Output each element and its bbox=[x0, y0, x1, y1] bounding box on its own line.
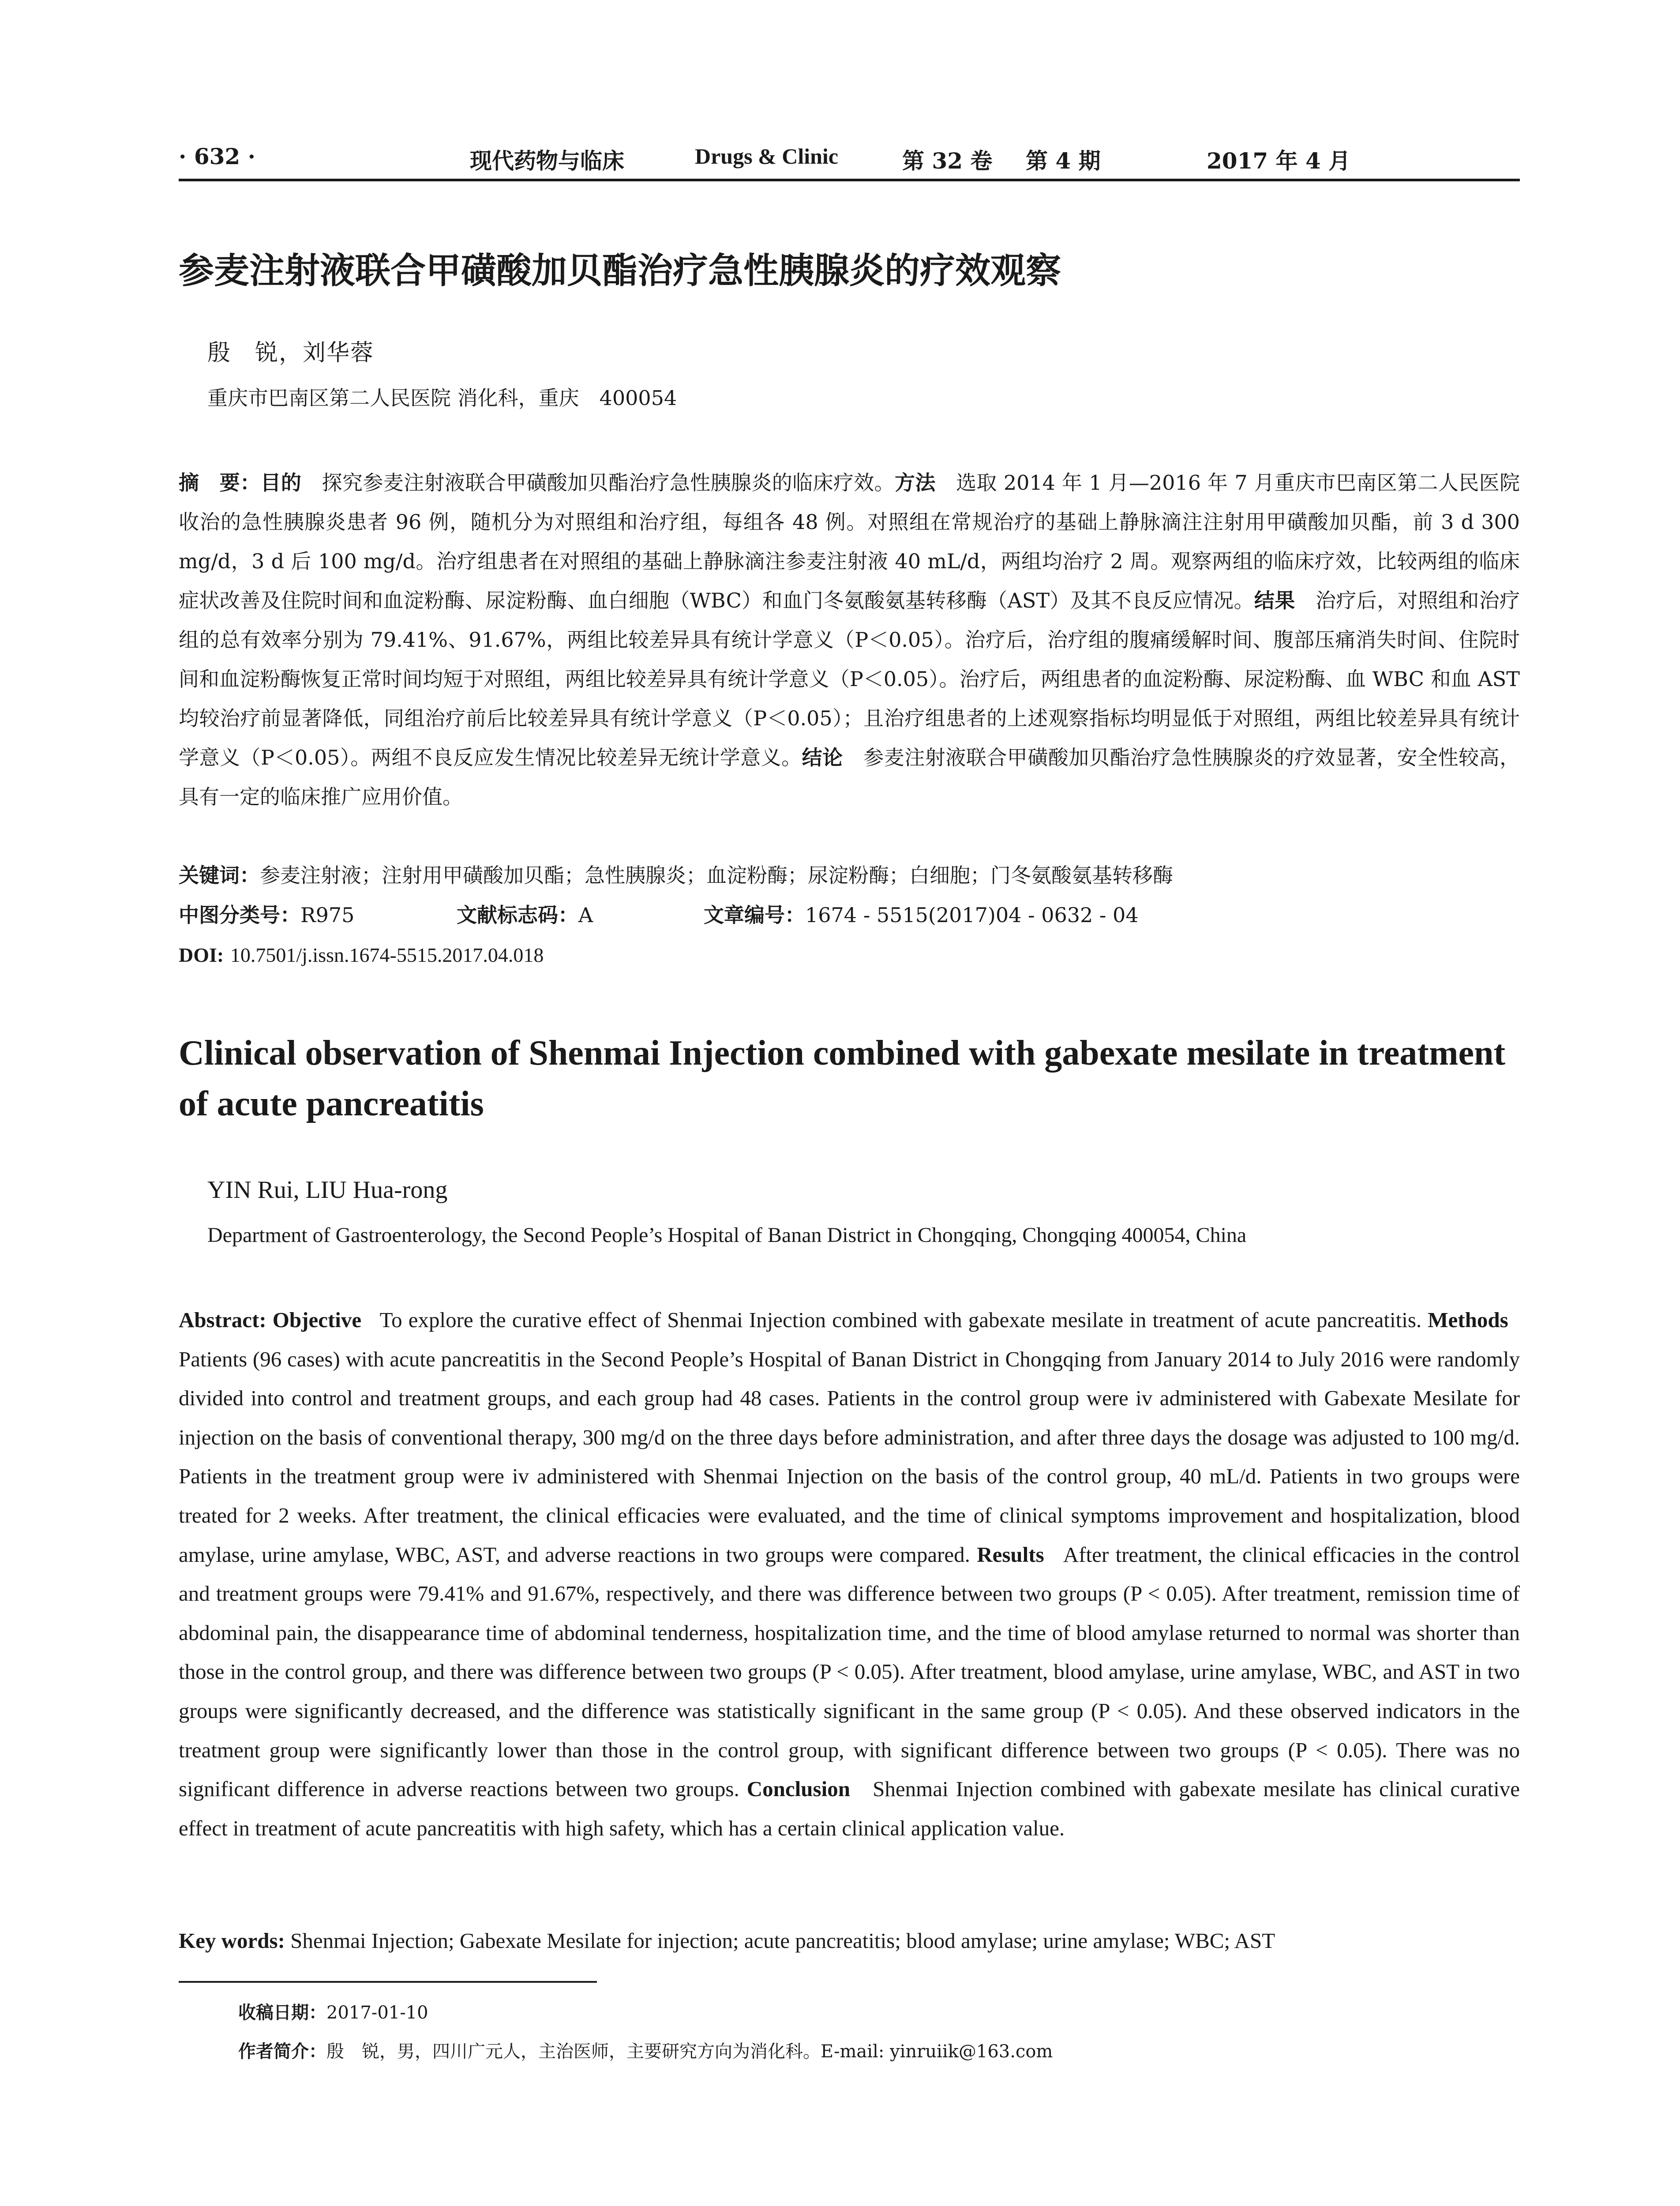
footnote-rule bbox=[179, 1981, 597, 1983]
methods-cn: 选取 2014 年 1 月—2016 年 7 月重庆市巴南区第二人民医院收治的急性胰腺炎患者 96 例，随机分为对照组和治疗组，每组各 48 例。对照组在常规治疗的基础上静脉滴注注射用甲磺酸加贝酯，前 3 d 300 mg/d，3 d 后 100 mg/d。治疗组患者在对照组的基础上静脉滴注参麦注射液 40 mL/d，两组均治疗 2 周。观察两组的临床疗效，比较两组的临床症状改善及住院时间和血淀粉酶、尿淀粉酶、血白细胞（WBC）和血门冬氨酸氨基转移酶（AST）及其不良反应情况。 bbox=[179, 471, 1520, 612]
abstract-label-cn: 摘 要： bbox=[179, 471, 261, 495]
abstract-cn bbox=[179, 463, 1520, 817]
results-cn: 治疗后，对照组和治疗组的总有效率分别为 79.41%、91.67%，两组比较差异具有统计学意义（P＜0.05）。治疗后，治疗组的腹痛缓解时间、腹部压痛消失时间、住院时间和血淀粉酶恢复正常时间均短于对照组，两组比较差异具有统计学意义（P＜0.05）。治疗后，两组患者的血淀粉酶、尿淀粉酶、血 WBC 和血 AST 均较治疗前显著降低，同组治疗前后比较差异具有统计学意义（P＜0.05）；且治疗组患者的上述观察指标均明显低于对照组，两组比较差异具有统计学意义（P＜0.05）。两组不良反应发生情况比较差异无统计学意义。 bbox=[179, 589, 1520, 769]
header-rule bbox=[179, 179, 1520, 181]
results-en: After treatment, the clinical efficacies in the control and treatment groups were 79.41% and 91.67%, respectively, and there was difference between two groups (P < 0.05). After treatment, remission time of abdominal pain, the disappearance time of abdominal tenderness, hospitalization time, and the time of blood amylase returned to normal was shorter than those in the control group, and there was difference between two groups (P < 0.05). After treatment, blood amylase, urine amylase, WBC, and AST in two groups were significantly decreased, and the difference was statistically significant in the same group (P < 0.05). And these observed indicators in the treatment group were significantly lower than those in the control group, with significant difference between two groups (P < 0.05). There was no significant difference in adverse reactions between two groups. bbox=[179, 1542, 1520, 1801]
running-header bbox=[179, 143, 1520, 179]
author-bio-line bbox=[238, 2037, 1053, 2066]
methods-label-en: Methods bbox=[1428, 1308, 1508, 1332]
objective-label-cn: 目的 bbox=[260, 471, 302, 495]
title-en: Clinical observation of Shenmai Injection combined with gabexate mesilate in treatment of acute pancreatitis bbox=[179, 1034, 1506, 1123]
received-date: 2017-01-10 bbox=[326, 2003, 428, 2023]
authors-en: YIN Rui, LIU Hua-rong bbox=[207, 1176, 448, 1204]
keywords-en bbox=[179, 1921, 1520, 1960]
keywords-text-en: Shenmai Injection; Gabexate Mesilate for injection; acute pancreatitis; blood amylase; urine amylase; WBC; AST bbox=[290, 1928, 1275, 1953]
abstract-en bbox=[179, 1301, 1520, 1848]
objective-en: To explore the curative effect of Shenmai Injection combined with gabexate mesilate in treatment of acute pancreatitis. bbox=[379, 1308, 1422, 1332]
results-label-cn: 结果 bbox=[1254, 589, 1295, 612]
journal-name-en: Drugs & Clinic bbox=[695, 144, 838, 169]
page-number: · 632 · bbox=[179, 143, 255, 169]
methods-en: Patients (96 cases) with acute pancreatitis in the Second People’s Hospital of Banan District in Chongqing from January 2014 to July 2016 were randomly divided into control and treatment groups, and each group had 48 cases. Patients in the control group were iv administered with Gabexate Mesilate for injection on the basis of conventional therapy, 300 mg/d on the three days before administration, and after three days the dosage was adjusted to 100 mg/d. Patients in the treatment group were iv administered with Shenmai Injection on the basis of the control group, 40 mL/d. Patients in two groups were treated for 2 weeks. After treatment, the clinical efficacies were evaluated, and the time of clinical symptoms improvement and hospitalization, blood amylase, urine amylase, WBC, AST, and adverse reactions in two groups were compared. bbox=[179, 1347, 1520, 1567]
keywords-label-cn: 关键词： bbox=[179, 863, 260, 887]
received-date-line bbox=[238, 1999, 428, 2027]
conclusion-cn: 参麦注射液联合甲磺酸加贝酯治疗急性胰腺炎的疗效显著，安全性较高，具有一定的临床推广应用价值。 bbox=[179, 746, 1520, 809]
affiliation-en: Department of Gastroenterology, the Second People’s Hospital of Banan District in Chongqing, Chongqing 400054, China bbox=[207, 1223, 1247, 1247]
conclusion-en: Shenmai Injection combined with gabexate mesilate has clinical curative effect in treatment of acute pancreatitis with high safety, which has a certain clinical application value. bbox=[179, 1777, 1520, 1840]
received-label: 收稿日期： bbox=[238, 2003, 326, 2023]
author-bio: 殷 锐，男，四川广元人，主治医师，主要研究方向为消化科。E-mail: yinruiik@163.com bbox=[326, 2041, 1053, 2062]
clc-code: R975 bbox=[300, 903, 355, 927]
doi-label: DOI: bbox=[179, 944, 224, 966]
keywords-text-cn: 参麦注射液；注射用甲磺酸加贝酯；急性胰腺炎；血淀粉酶；尿淀粉酶；白细胞；门冬氨酸氨基转移酶 bbox=[260, 863, 1173, 887]
clc-label: 中图分类号： bbox=[179, 903, 300, 927]
doi-line bbox=[179, 935, 544, 975]
keywords-cn bbox=[179, 856, 1520, 895]
methods-label-cn: 方法 bbox=[894, 471, 936, 495]
authors-cn: 殷 锐，刘华蓉 bbox=[207, 340, 375, 366]
doi-link[interactable]: 10.7501/j.issn.1674-5515.2017.04.018 bbox=[230, 944, 544, 966]
conclusion-label-en: Conclusion bbox=[746, 1777, 850, 1801]
author-bio-label: 作者简介： bbox=[238, 2041, 326, 2062]
keywords-label-en: Key words: bbox=[179, 1928, 285, 1953]
objective-cn: 探究参麦注射液联合甲磺酸加贝酯治疗急性胰腺炎的临床疗效。 bbox=[322, 471, 895, 495]
results-label-en: Results bbox=[977, 1542, 1044, 1567]
classification-line bbox=[179, 896, 1520, 935]
objective-label-en: Objective bbox=[272, 1308, 362, 1332]
affiliation-cn: 重庆市巴南区第二人民医院 消化科，重庆 400054 bbox=[207, 386, 677, 410]
conclusion-label-cn: 结论 bbox=[802, 746, 843, 769]
issue: 第 4 期 bbox=[1026, 148, 1101, 174]
issue-date: 2017 年 4 月 bbox=[1207, 148, 1351, 174]
title-cn: 参麦注射液联合甲磺酸加贝酯治疗急性胰腺炎的疗效观察 bbox=[179, 250, 1061, 291]
journal-name-cn: 现代药物与临床 bbox=[470, 148, 624, 174]
document-code-label: 文献标志码： bbox=[457, 903, 578, 927]
document-code: A bbox=[578, 903, 593, 927]
abstract-label-en: Abstract: bbox=[179, 1308, 266, 1332]
article-number-label: 文章编号： bbox=[704, 903, 805, 927]
volume: 第 32 卷 bbox=[902, 148, 993, 174]
article-number: 1674 - 5515(2017)04 - 0632 - 04 bbox=[805, 903, 1139, 927]
